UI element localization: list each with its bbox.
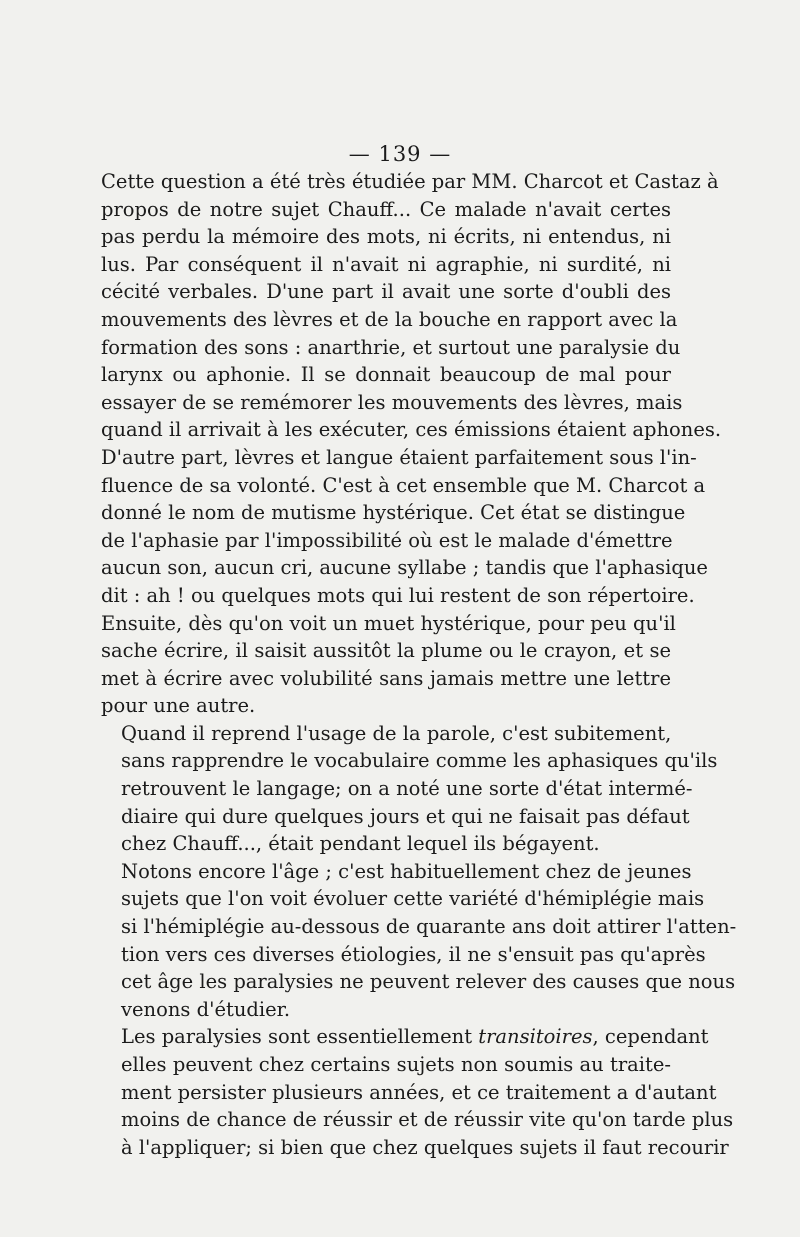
text-line: cécité verbales. D'une part il avait une sorte d'oubli des xyxy=(101,280,671,304)
text-line: cet âge les paralysies ne peuvent relever des causes que nous xyxy=(121,970,736,994)
paragraph-3 xyxy=(101,858,737,1024)
text-line: de l'aphasie par l'impossibilité où est le malade d'émettre xyxy=(101,528,673,552)
paragraph-4 xyxy=(101,1023,734,1161)
text-line: mouvements des lèvres et de la bouche en rapport avec la xyxy=(101,307,678,331)
text-line: propos de notre sujet Chauff... Ce malade n'avait certes xyxy=(101,197,671,221)
text-line: fluence de sa volonté. C'est à cet ensemble que M. Charcot a xyxy=(101,473,706,497)
text-line: retrouvent le langage; on a noté une sorte d'état intermé- xyxy=(121,777,693,801)
text-line: essayer de se remémorer les mouvements des lèvres, mais xyxy=(101,390,683,414)
page-number: — 139 — xyxy=(348,142,452,166)
paragraph-2 xyxy=(101,720,718,858)
text-line: ment persister plusieurs années, et ce traitement a d'autant xyxy=(121,1080,717,1104)
emphasis-transitoires: transitoires xyxy=(478,1025,593,1049)
text-line: sans rapprendre le vocabulaire comme les aphasiques qu'ils xyxy=(121,749,718,773)
text-line: Notons encore l'âge ; c'est habituellement chez de jeunes xyxy=(121,859,692,883)
text-line: sujets que l'on voit évoluer cette variété d'hémiplégie mais xyxy=(121,887,705,911)
paragraph-1 xyxy=(101,168,722,720)
text-line: sache écrire, il saisit aussitôt la plume ou le crayon, et se xyxy=(101,639,671,663)
text-line: moins de chance de réussir et de réussir vite qu'on tarde plus xyxy=(121,1108,734,1132)
text-line: donné le nom de mutisme hystérique. Cet état se distingue xyxy=(101,501,686,525)
text-line: lus. Par conséquent il n'avait ni agraphie, ni surdité, ni xyxy=(101,252,671,276)
text-line: tion vers ces diverses étiologies, il ne s'ensuit pas qu'après xyxy=(121,942,706,966)
text-line: quand il arrivait à les exécuter, ces émissions étaient aphones. xyxy=(101,418,722,442)
body-text xyxy=(101,168,737,1161)
text-line: pas perdu la mémoire des mots, ni écrits, ni entendus, ni xyxy=(101,225,671,249)
text-line: venons d'étudier. xyxy=(121,997,291,1021)
text-line: Quand il reprend l'usage de la parole, c'est subitement, xyxy=(121,721,672,745)
text-line: Ensuite, dès qu'on voit un muet hystérique, pour peu qu'il xyxy=(101,611,676,635)
text-line: dit : ah ! ou quelques mots qui lui restent de son répertoire. xyxy=(101,583,695,607)
text-line: larynx ou aphonie. Il se donnait beaucoup de mal pour xyxy=(101,363,671,387)
text-line: D'autre part, lèvres et langue étaient parfaitement sous l'in- xyxy=(101,445,697,469)
text-line: pour une autre. xyxy=(101,694,256,718)
text-line: formation des sons : anarthrie, et surtout une paralysie du xyxy=(101,335,681,359)
text-line: chez Chauff..., était pendant lequel ils bégayent. xyxy=(121,832,600,856)
text-line: met à écrire avec volubilité sans jamais mettre une lettre xyxy=(101,666,671,690)
text-line: aucun son, aucun cri, aucune syllabe ; tandis que l'aphasique xyxy=(101,556,708,580)
text-line: Cette question a été très étudiée par MM. Charcot et Castaz à xyxy=(101,170,719,193)
text-line: si l'hémiplégie au-dessous de quarante ans doit attirer l'atten- xyxy=(121,915,737,939)
text-line: diaire qui dure quelques jours et qui ne faisait pas défaut xyxy=(121,804,690,828)
text-line: à l'appliquer; si bien que chez quelques sujets il faut recourir xyxy=(121,1135,729,1159)
text-line: Les paralysies sont essentiellement transitoires, cependant xyxy=(121,1025,709,1049)
text-line: elles peuvent chez certains sujets non soumis au traite- xyxy=(121,1053,671,1076)
